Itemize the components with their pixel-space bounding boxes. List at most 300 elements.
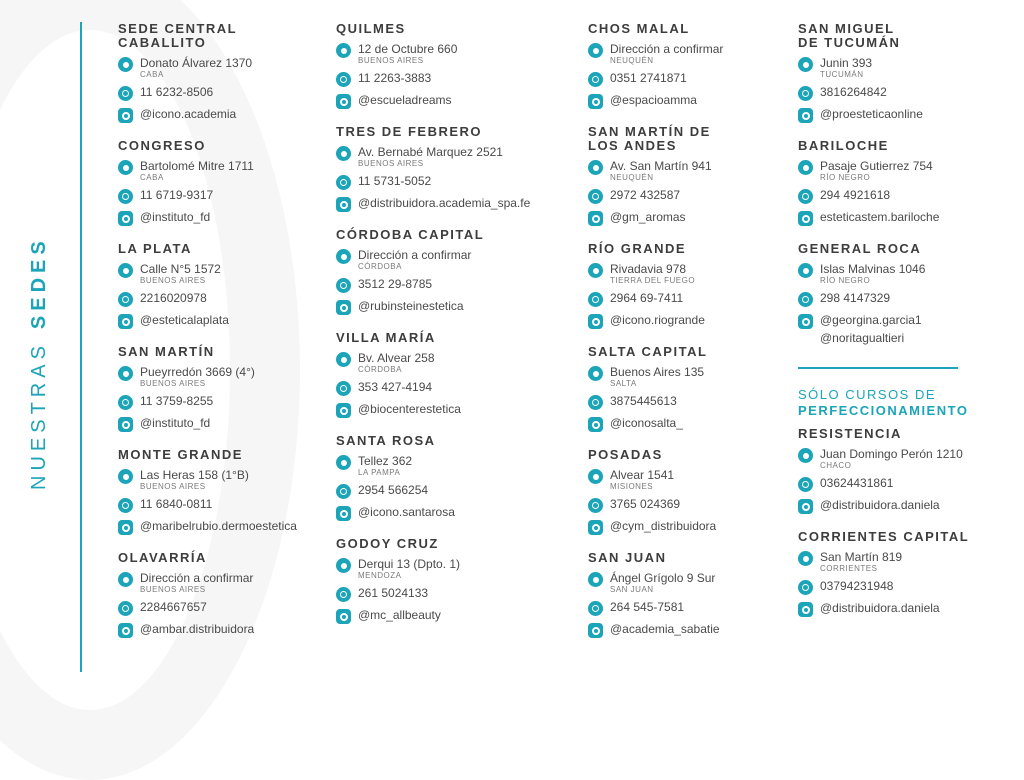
instagram-handle[interactable]: @icono.riogrande bbox=[610, 313, 705, 327]
address-region: RÍO NEGRO bbox=[820, 276, 871, 285]
sede-name bbox=[118, 22, 348, 50]
sede-name-line: GODOY CRUZ bbox=[336, 536, 439, 551]
address-street: 12 de Octubre 660 bbox=[358, 42, 458, 56]
address-row bbox=[588, 262, 818, 285]
social-row bbox=[588, 313, 818, 329]
instagram-icon bbox=[588, 314, 603, 329]
sede-entry bbox=[336, 537, 566, 624]
location-pin-icon bbox=[118, 469, 133, 484]
phone-row bbox=[336, 483, 566, 499]
address bbox=[358, 248, 471, 271]
address-row bbox=[336, 454, 566, 477]
sede-name bbox=[336, 434, 566, 448]
whatsapp-icon bbox=[118, 86, 133, 101]
address-region: CORRIENTES bbox=[820, 564, 878, 573]
address-row bbox=[336, 557, 566, 580]
instagram-handle[interactable]: @biocenterestetica bbox=[358, 402, 461, 416]
phone-number[interactable]: 3875445613 bbox=[610, 394, 677, 408]
phone-number[interactable]: 11 6840-0811 bbox=[140, 497, 213, 511]
sede-name-line: SAN JUAN bbox=[588, 550, 667, 565]
sede-entry bbox=[588, 345, 818, 432]
instagram-handle[interactable]: @icono.santarosa bbox=[358, 505, 455, 519]
address-street: Derqui 13 (Dpto. 1) bbox=[358, 557, 461, 571]
sede-entry bbox=[118, 139, 348, 226]
address-street: Av. San Martín 941 bbox=[610, 159, 712, 173]
instagram-handles bbox=[820, 210, 939, 224]
instagram-handle[interactable]: @proesteticaonline bbox=[820, 107, 923, 121]
address-region: CHACO bbox=[820, 461, 852, 470]
address-street: Las Heras 158 (1°B) bbox=[140, 468, 249, 482]
location-pin-icon bbox=[336, 558, 351, 573]
address-region: CÓRDOBA bbox=[358, 262, 402, 271]
sede-name bbox=[798, 242, 1008, 256]
location-pin-icon bbox=[118, 160, 133, 175]
location-pin-icon bbox=[588, 160, 603, 175]
cursos-heading-bold: PERFECCIONAMIENTO bbox=[798, 403, 969, 418]
whatsapp-icon bbox=[588, 498, 603, 513]
sede-name bbox=[588, 125, 818, 153]
address-street: Av. Bernabé Marquez 2521 bbox=[358, 145, 503, 159]
instagram-handles bbox=[140, 210, 210, 224]
whatsapp-icon bbox=[336, 484, 351, 499]
instagram-handles bbox=[140, 416, 210, 430]
address-region: CABA bbox=[140, 173, 164, 182]
instagram-handles bbox=[820, 313, 922, 345]
address bbox=[820, 159, 933, 182]
whatsapp-icon bbox=[798, 580, 813, 595]
phone-number[interactable]: 11 3759-8255 bbox=[140, 394, 214, 408]
location-pin-icon bbox=[588, 43, 603, 58]
social-row bbox=[336, 196, 566, 212]
location-pin-icon bbox=[336, 249, 351, 264]
sede-name bbox=[798, 530, 1008, 544]
address bbox=[140, 56, 252, 79]
address-region: TIERRA DEL FUEGO bbox=[610, 276, 696, 285]
address-region: SALTA bbox=[610, 379, 637, 388]
instagram-icon bbox=[118, 211, 133, 226]
address-street: Bv. Alvear 258 bbox=[358, 351, 435, 365]
sede-entry bbox=[588, 448, 818, 535]
sede-name bbox=[118, 139, 348, 153]
instagram-icon bbox=[336, 506, 351, 521]
column-2 bbox=[336, 22, 566, 640]
social-row bbox=[336, 93, 566, 109]
instagram-icon bbox=[798, 108, 813, 123]
instagram-handles bbox=[820, 601, 940, 615]
social-row bbox=[336, 299, 566, 315]
sede-entry bbox=[336, 228, 566, 315]
phone-number[interactable]: 2216020978 bbox=[140, 291, 207, 305]
address-region: BUENOS AIRES bbox=[140, 585, 206, 594]
social-row bbox=[588, 210, 818, 226]
whatsapp-icon bbox=[798, 292, 813, 307]
instagram-handles bbox=[820, 107, 923, 121]
phone-number[interactable]: 298 4147329 bbox=[820, 291, 891, 305]
phone-row bbox=[588, 188, 818, 204]
social-row bbox=[118, 210, 348, 226]
social-row bbox=[798, 498, 1008, 514]
title-light: NUESTRAS bbox=[28, 341, 50, 490]
whatsapp-icon bbox=[118, 395, 133, 410]
sede-entry bbox=[588, 125, 818, 226]
title-bold: SEDES bbox=[28, 236, 50, 330]
location-pin-icon bbox=[798, 448, 813, 463]
instagram-handle[interactable]: @noritagualtieri bbox=[820, 331, 905, 345]
sede-name-line: QUILMES bbox=[336, 21, 406, 36]
address-street: Bartolomé Mitre 1711 bbox=[140, 159, 254, 173]
address-street: Junin 393 bbox=[820, 56, 873, 70]
address bbox=[820, 56, 872, 79]
address bbox=[140, 468, 249, 491]
instagram-handles bbox=[358, 93, 452, 107]
address-street: Juan Domingo Perón 1210 bbox=[820, 447, 963, 461]
address bbox=[358, 454, 412, 477]
whatsapp-icon bbox=[588, 189, 603, 204]
sede-name-line: VILLA MARÍA bbox=[336, 330, 436, 345]
address-row bbox=[798, 262, 1008, 285]
address-region: NEUQUÉN bbox=[610, 173, 654, 182]
instagram-icon bbox=[336, 609, 351, 624]
cursos-heading-light: SÓLO CURSOS DE bbox=[798, 387, 937, 402]
sede-name bbox=[118, 551, 348, 565]
whatsapp-icon bbox=[118, 601, 133, 616]
sede-name-line: POSADAS bbox=[588, 447, 663, 462]
location-pin-icon bbox=[588, 366, 603, 381]
phone-number[interactable]: 11 6232-8506 bbox=[140, 85, 214, 99]
sede-entry bbox=[118, 448, 348, 535]
address-row bbox=[588, 468, 818, 491]
instagram-handle[interactable]: @mc_allbeauty bbox=[358, 608, 441, 622]
sede-entry bbox=[588, 22, 818, 109]
sede-entry bbox=[798, 22, 1008, 123]
phone-row bbox=[588, 71, 818, 87]
instagram-handles bbox=[610, 416, 683, 430]
vertical-divider bbox=[80, 22, 82, 672]
address-row bbox=[798, 447, 1008, 470]
instagram-handles bbox=[610, 622, 720, 636]
location-pin-icon bbox=[588, 263, 603, 278]
address-street: Donato Álvarez 1370 bbox=[140, 56, 253, 70]
phone-number[interactable]: 264 545-7581 bbox=[610, 600, 685, 614]
address bbox=[610, 159, 712, 182]
phone-number[interactable]: 261 5024133 bbox=[358, 586, 429, 600]
address-row bbox=[118, 56, 348, 79]
sede-name-line: LOS ANDES bbox=[588, 138, 677, 153]
instagram-handle[interactable]: @distribuidora.academia_spa.fe bbox=[358, 196, 531, 210]
phone-row bbox=[118, 394, 348, 410]
sede-entry bbox=[588, 242, 818, 329]
sede-entry bbox=[336, 434, 566, 521]
phone-row bbox=[798, 188, 1008, 204]
sede-name-line: RESISTENCIA bbox=[798, 426, 902, 441]
instagram-icon bbox=[588, 623, 603, 638]
address-region: RÍO NEGRO bbox=[820, 173, 871, 182]
phone-row bbox=[336, 586, 566, 602]
instagram-handles bbox=[358, 505, 455, 519]
address-row bbox=[336, 351, 566, 374]
instagram-handle[interactable]: @iconosalta_ bbox=[610, 416, 683, 430]
location-pin-icon bbox=[118, 572, 133, 587]
location-pin-icon bbox=[798, 551, 813, 566]
address-region: BUENOS AIRES bbox=[140, 482, 206, 491]
address-row bbox=[588, 42, 818, 65]
address-region: NEUQUÉN bbox=[610, 56, 654, 65]
instagram-handle[interactable]: @maribelrubio.dermoestetica bbox=[140, 519, 297, 533]
instagram-icon bbox=[798, 602, 813, 617]
address-region: CÓRDOBA bbox=[358, 365, 402, 374]
sede-name-line: CABALLITO bbox=[118, 35, 207, 50]
phone-number[interactable]: 294 4921618 bbox=[820, 188, 891, 202]
whatsapp-icon bbox=[336, 278, 351, 293]
social-row bbox=[118, 416, 348, 432]
sede-name-line: CORRIENTES CAPITAL bbox=[798, 529, 970, 544]
phone-number[interactable]: 3512 29-8785 bbox=[358, 277, 433, 291]
instagram-handle[interactable]: @georgina.garcia1 bbox=[820, 313, 922, 327]
whatsapp-icon bbox=[336, 381, 351, 396]
social-row bbox=[588, 519, 818, 535]
instagram-handles bbox=[140, 313, 229, 327]
location-pin-icon bbox=[118, 263, 133, 278]
whatsapp-icon bbox=[336, 587, 351, 602]
sede-name-line: GENERAL ROCA bbox=[798, 241, 922, 256]
social-row bbox=[798, 107, 1008, 123]
address-row bbox=[118, 468, 348, 491]
whatsapp-icon bbox=[336, 175, 351, 190]
page-title bbox=[28, 236, 51, 490]
location-pin-icon bbox=[798, 263, 813, 278]
sede-name bbox=[118, 242, 348, 256]
address bbox=[820, 262, 925, 285]
sede-name bbox=[798, 22, 1008, 50]
phone-number[interactable]: 2954 566254 bbox=[358, 483, 429, 497]
phone-number[interactable]: 2972 432587 bbox=[610, 188, 681, 202]
address-region: BUENOS AIRES bbox=[358, 159, 424, 168]
sede-name-line: CONGRESO bbox=[118, 138, 206, 153]
instagram-handle[interactable]: @cym_distribuidora bbox=[610, 519, 717, 533]
instagram-icon bbox=[118, 314, 133, 329]
location-pin-icon bbox=[798, 160, 813, 175]
instagram-handle[interactable]: @academia_sabatie bbox=[610, 622, 720, 636]
column-1 bbox=[118, 22, 348, 654]
phone-number[interactable]: 11 5731-5052 bbox=[358, 174, 432, 188]
address bbox=[610, 262, 695, 285]
instagram-icon bbox=[588, 417, 603, 432]
sede-name bbox=[118, 448, 348, 462]
social-row bbox=[336, 505, 566, 521]
phone-row bbox=[336, 380, 566, 396]
address-row bbox=[118, 571, 348, 594]
sede-entry bbox=[118, 22, 348, 123]
address-region: SAN JUAN bbox=[610, 585, 654, 594]
instagram-icon bbox=[798, 211, 813, 226]
phone-number[interactable]: 2964 69-7411 bbox=[610, 291, 684, 305]
instagram-handle[interactable]: @escueladreams bbox=[358, 93, 452, 107]
column-4 bbox=[798, 22, 1008, 633]
address-region: BUENOS AIRES bbox=[358, 56, 424, 65]
instagram-icon bbox=[336, 300, 351, 315]
social-row bbox=[118, 313, 348, 329]
location-pin-icon bbox=[336, 455, 351, 470]
whatsapp-icon bbox=[118, 189, 133, 204]
instagram-handle[interactable]: @instituto_fd bbox=[140, 416, 211, 430]
address-street: Buenos Aires 135 bbox=[610, 365, 705, 379]
sede-name-line: SALTA CAPITAL bbox=[588, 344, 708, 359]
phone-number[interactable]: 3816264842 bbox=[820, 85, 887, 99]
sede-entry bbox=[798, 530, 1008, 617]
address bbox=[358, 351, 435, 374]
instagram-icon bbox=[798, 499, 813, 514]
address-region: BUENOS AIRES bbox=[140, 379, 206, 388]
phone-number[interactable]: 03794231948 bbox=[820, 579, 894, 593]
address-street: Dirección a confirmar bbox=[140, 571, 254, 585]
sede-name-line: OLAVARRÍA bbox=[118, 550, 207, 565]
instagram-handles bbox=[358, 608, 441, 622]
address-row bbox=[588, 159, 818, 182]
address-row bbox=[118, 365, 348, 388]
phone-row bbox=[798, 476, 1008, 492]
sede-name-line: DE TUCUMÁN bbox=[798, 35, 901, 50]
instagram-icon bbox=[588, 94, 603, 109]
address-street: Dirección a confirmar bbox=[610, 42, 724, 56]
column-3 bbox=[588, 22, 818, 654]
sede-name-line: LA PLATA bbox=[118, 241, 192, 256]
phone-row bbox=[588, 291, 818, 307]
phone-number[interactable]: 3765 024369 bbox=[610, 497, 681, 511]
location-pin-icon bbox=[798, 57, 813, 72]
address bbox=[610, 571, 715, 594]
sede-name bbox=[336, 22, 566, 36]
social-row bbox=[336, 608, 566, 624]
phone-number[interactable]: 11 6719-9317 bbox=[140, 188, 214, 202]
instagram-icon bbox=[118, 108, 133, 123]
instagram-handles bbox=[610, 313, 705, 327]
location-pin-icon bbox=[588, 572, 603, 587]
sede-entry bbox=[336, 22, 566, 109]
instagram-handles bbox=[140, 622, 254, 636]
social-row bbox=[118, 622, 348, 638]
instagram-handle[interactable]: @esteticalaplata bbox=[140, 313, 229, 327]
phone-number[interactable]: 03624431861 bbox=[820, 476, 894, 490]
location-pin-icon bbox=[118, 57, 133, 72]
sede-entry bbox=[118, 551, 348, 638]
phone-number[interactable]: 2284667657 bbox=[140, 600, 207, 614]
address-street: Dirección a confirmar bbox=[358, 248, 472, 262]
instagram-handle[interactable]: @instituto_fd bbox=[140, 210, 211, 224]
instagram-handle[interactable]: @gm_aromas bbox=[610, 210, 686, 224]
social-row bbox=[588, 93, 818, 109]
address-row bbox=[118, 159, 348, 182]
sede-name-line: MONTE GRANDE bbox=[118, 447, 243, 462]
sede-name-line: SAN MIGUEL bbox=[798, 21, 895, 36]
phone-row bbox=[336, 277, 566, 293]
instagram-handles bbox=[358, 402, 461, 416]
sede-name bbox=[336, 331, 566, 345]
address-street: Alvear 1541 bbox=[610, 468, 675, 482]
sede-entry bbox=[118, 242, 348, 329]
phone-row bbox=[798, 291, 1008, 307]
address-region: BUENOS AIRES bbox=[140, 276, 206, 285]
address-street: Calle N°5 1572 bbox=[140, 262, 221, 276]
sede-name-line: TRES DE FEBRERO bbox=[336, 124, 483, 139]
address-street: San Martín 819 bbox=[820, 550, 903, 564]
social-row bbox=[118, 519, 348, 535]
instagram-handles bbox=[820, 498, 940, 512]
sede-name bbox=[798, 427, 1008, 441]
address-region: LA PAMPA bbox=[358, 468, 401, 477]
instagram-icon bbox=[336, 403, 351, 418]
address-street: Pueyrredón 3669 (4°) bbox=[140, 365, 255, 379]
address bbox=[358, 42, 457, 65]
sede-name bbox=[588, 22, 818, 36]
sede-entry bbox=[336, 331, 566, 418]
location-pin-icon bbox=[118, 366, 133, 381]
location-pin-icon bbox=[588, 469, 603, 484]
whatsapp-icon bbox=[588, 72, 603, 87]
section-separator bbox=[798, 367, 958, 369]
instagram-handle[interactable]: @distribuidora.daniela bbox=[820, 601, 940, 615]
phone-row bbox=[118, 497, 348, 513]
address bbox=[610, 42, 723, 65]
sede-entry bbox=[798, 242, 1008, 345]
instagram-icon bbox=[798, 314, 813, 329]
sede-name bbox=[588, 345, 818, 359]
address bbox=[820, 447, 963, 470]
phone-number[interactable]: 11 2263-3883 bbox=[358, 71, 432, 85]
address bbox=[820, 550, 902, 573]
instagram-handle[interactable]: @ambar.distribuidora bbox=[140, 622, 255, 636]
address-street: Islas Malvinas 1046 bbox=[820, 262, 926, 276]
address-region: MISIONES bbox=[610, 482, 654, 491]
instagram-handle[interactable]: @distribuidora.daniela bbox=[820, 498, 940, 512]
sede-name bbox=[588, 551, 818, 565]
instagram-handles bbox=[140, 107, 236, 121]
address-row bbox=[798, 159, 1008, 182]
instagram-handles bbox=[140, 519, 297, 533]
whatsapp-icon bbox=[588, 395, 603, 410]
social-row bbox=[798, 601, 1008, 617]
phone-row bbox=[798, 85, 1008, 101]
sede-name-line: SAN MARTÍN bbox=[118, 344, 215, 359]
address-street: Ángel Grígolo 9 Sur bbox=[610, 571, 716, 585]
address bbox=[140, 571, 253, 594]
instagram-icon bbox=[336, 94, 351, 109]
sede-name bbox=[336, 125, 566, 139]
phone-row bbox=[588, 497, 818, 513]
whatsapp-icon bbox=[798, 189, 813, 204]
instagram-icon bbox=[588, 520, 603, 535]
address bbox=[140, 365, 255, 388]
sede-name bbox=[588, 242, 818, 256]
social-row bbox=[798, 313, 1008, 345]
address-row bbox=[336, 145, 566, 168]
whatsapp-icon bbox=[798, 86, 813, 101]
phone-number[interactable]: 0351 2741871 bbox=[610, 71, 687, 85]
social-row bbox=[588, 622, 818, 638]
whatsapp-icon bbox=[798, 477, 813, 492]
phone-number[interactable]: 353 427-4194 bbox=[358, 380, 433, 394]
instagram-handle[interactable]: esteticastem.bariloche bbox=[820, 210, 940, 224]
instagram-handles bbox=[358, 196, 530, 210]
sede-entry bbox=[118, 345, 348, 432]
sede-name bbox=[118, 345, 348, 359]
phone-row bbox=[588, 394, 818, 410]
instagram-handles bbox=[610, 93, 697, 107]
sede-entry bbox=[798, 139, 1008, 226]
sede-name-line: BARILOCHE bbox=[798, 138, 889, 153]
instagram-handle[interactable]: @rubinsteinestetica bbox=[358, 299, 464, 313]
instagram-handle[interactable]: @icono.academia bbox=[140, 107, 237, 121]
instagram-handle[interactable]: @espacioamma bbox=[610, 93, 697, 107]
